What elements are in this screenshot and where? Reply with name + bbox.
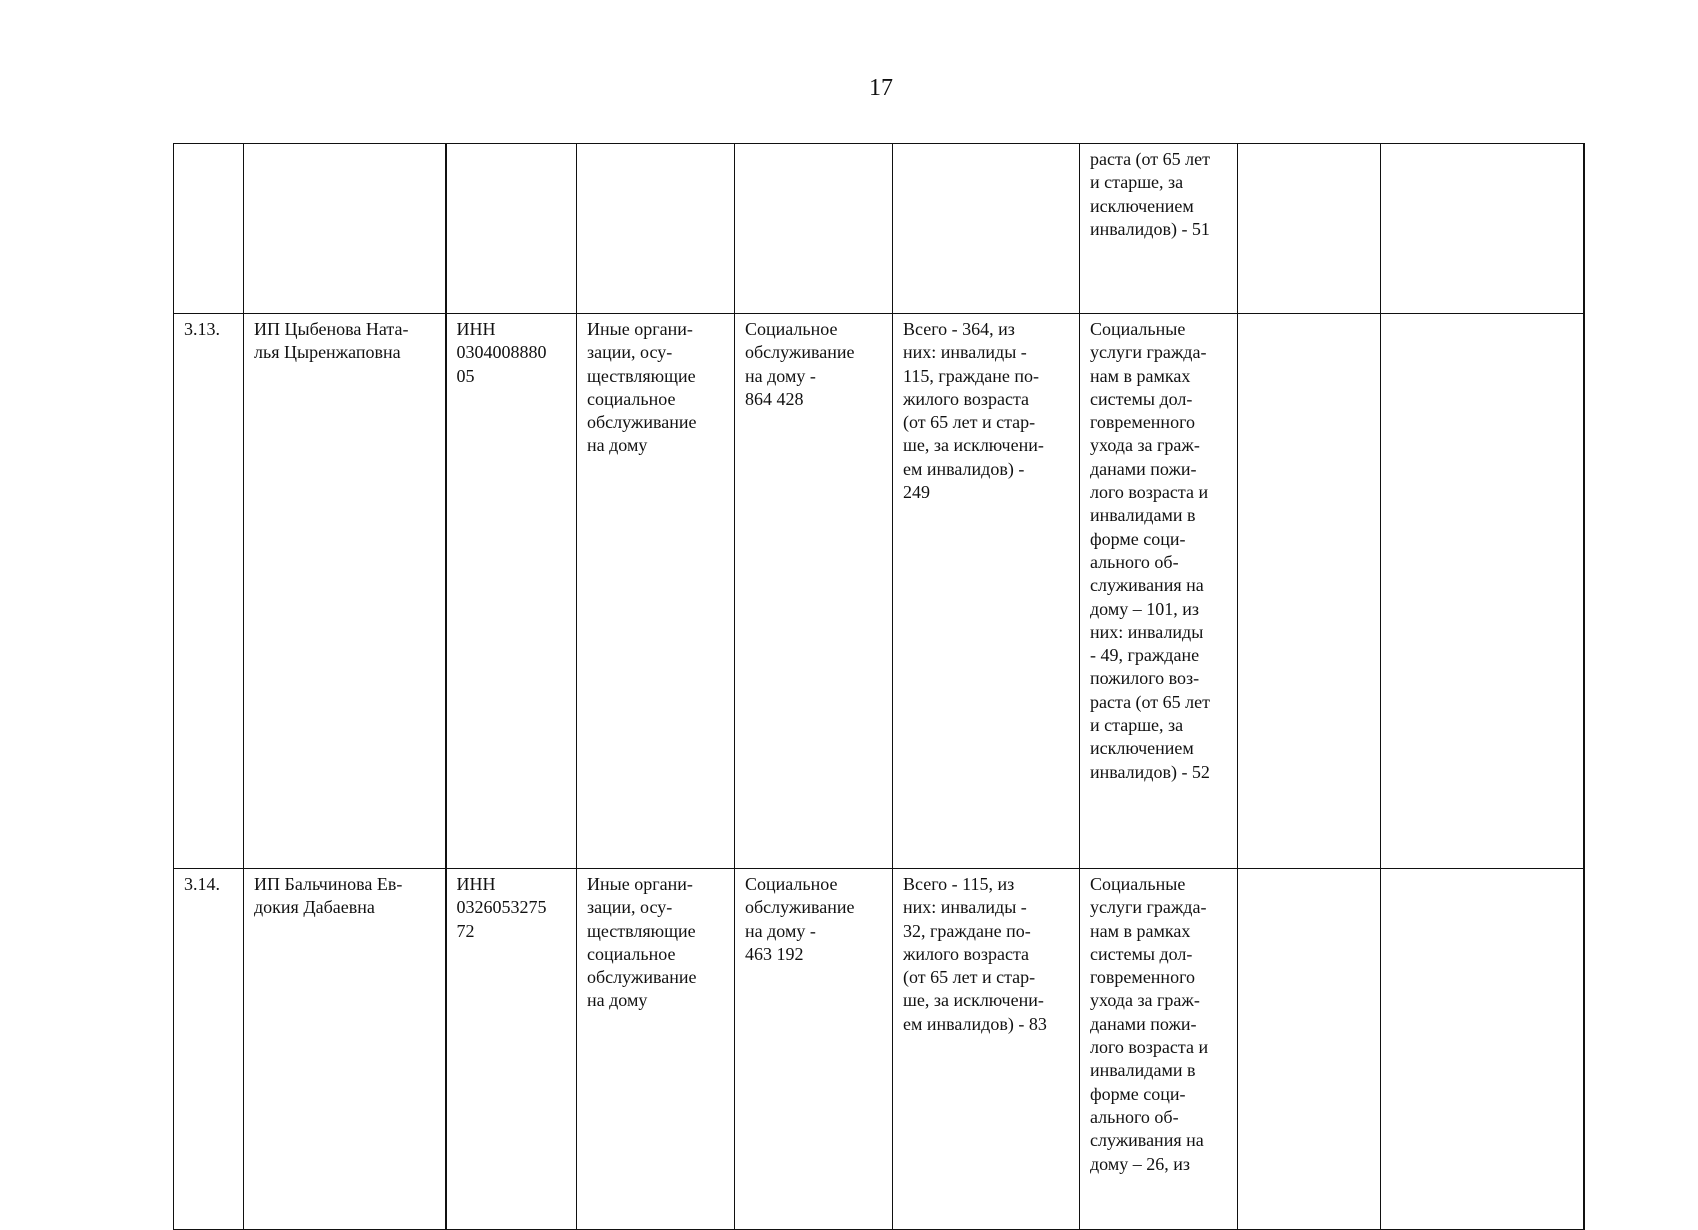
cell-text-line: 463 192 bbox=[745, 943, 804, 964]
recipients-cell bbox=[893, 869, 1080, 1230]
cell-text-line: обслуживание bbox=[587, 412, 697, 433]
provider-name-cell bbox=[244, 869, 446, 1230]
cell-text-line: нам в рамках bbox=[1090, 920, 1191, 941]
cell-text-line: них: инвалиды - bbox=[903, 897, 1027, 918]
cell-text-line: исключением bbox=[1090, 738, 1194, 759]
cell-text-line: Социальное bbox=[745, 319, 838, 339]
page-number: 17 bbox=[869, 75, 893, 101]
cell-text-line: инвалидов) - 51 bbox=[1090, 218, 1210, 239]
service-form-cell bbox=[735, 144, 893, 314]
row-number-cell bbox=[174, 869, 244, 1230]
cell-text-line: ИП Цыбенова Ната- bbox=[254, 319, 409, 339]
cell-text-line: 05 bbox=[456, 365, 475, 386]
cell-text-line: дому – 101, из bbox=[1090, 598, 1199, 619]
cell-text-line: ухода за граж- bbox=[1090, 990, 1200, 1011]
cell-text-line: социальное bbox=[587, 388, 676, 409]
cell-text-line: нам в рамках bbox=[1090, 365, 1191, 386]
cell-text-line: услуги гражда- bbox=[1090, 342, 1207, 363]
cell-text-line: обслуживание bbox=[587, 967, 697, 988]
cell-text-line: докия Дабаевна bbox=[254, 897, 375, 918]
cell-text-line: на дому - bbox=[745, 920, 816, 941]
cell-text-line: ИНН bbox=[456, 319, 496, 339]
recipients-cell bbox=[893, 314, 1080, 869]
organization-type-cell bbox=[577, 869, 735, 1230]
cell-text-line: 0326053275 bbox=[456, 897, 547, 918]
cell-text-line: обслуживание bbox=[745, 342, 855, 363]
cell-text-line: Социальные bbox=[1090, 319, 1186, 339]
cell-text-line: 3.13. bbox=[184, 319, 220, 339]
table-row bbox=[174, 314, 1584, 869]
table-row bbox=[174, 869, 1584, 1230]
cell-text-line: них: инвалиды bbox=[1090, 621, 1204, 642]
cell-text-line: 864 428 bbox=[745, 388, 804, 409]
long-term-care-cell bbox=[1080, 314, 1238, 869]
cell-text-line: Иные органи- bbox=[587, 874, 693, 894]
cell-text-line: ИП Бальчинова Ев- bbox=[254, 874, 403, 894]
cell-text-line: данами пожи- bbox=[1090, 458, 1197, 479]
organization-type-cell bbox=[577, 144, 735, 314]
cell-text-line: лого возраста и bbox=[1090, 482, 1209, 503]
empty-cell bbox=[1381, 144, 1584, 314]
cell-text-line: них: инвалиды - bbox=[903, 342, 1027, 363]
inn-cell bbox=[446, 144, 577, 314]
cell-text-line: исключением bbox=[1090, 195, 1194, 216]
service-form-cell bbox=[735, 869, 893, 1230]
cell-text-line: (от 65 лет и стар- bbox=[903, 412, 1036, 433]
empty-cell bbox=[1381, 314, 1584, 869]
empty-cell bbox=[1381, 869, 1584, 1230]
cell-text-line: и старше, за bbox=[1090, 172, 1184, 193]
cell-text-line: на дому - bbox=[745, 365, 816, 386]
cell-text-line: жилого возраста bbox=[903, 943, 1030, 964]
cell-text-line: на дому bbox=[587, 990, 648, 1011]
cell-text-line: Всего - 364, из bbox=[903, 319, 1015, 339]
organization-type-cell bbox=[577, 314, 735, 869]
cell-text-line: инвалидов) - 52 bbox=[1090, 761, 1210, 782]
row-number-cell bbox=[174, 144, 244, 314]
cell-text-line: зации, осу- bbox=[587, 342, 673, 363]
cell-text-line: инвалидами в bbox=[1090, 505, 1196, 526]
cell-text-line: обслуживание bbox=[745, 897, 855, 918]
cell-text-line: 32, граждане по- bbox=[903, 920, 1031, 941]
cell-text-line: на дому bbox=[587, 435, 648, 456]
cell-text-line: системы дол- bbox=[1090, 943, 1193, 964]
cell-text-line: говременного bbox=[1090, 967, 1196, 988]
cell-text-line: говременного bbox=[1090, 412, 1196, 433]
cell-text-line: 0304008880 bbox=[456, 342, 547, 363]
cell-text-line: жилого возраста bbox=[903, 388, 1030, 409]
cell-text-line: ального об- bbox=[1090, 1106, 1179, 1127]
cell-text-line: и старше, за bbox=[1090, 715, 1184, 736]
cell-text-line: ем инвалидов) - 83 bbox=[903, 1013, 1047, 1034]
cell-text-line: зации, осу- bbox=[587, 897, 673, 918]
cell-text-line: ухода за граж- bbox=[1090, 435, 1200, 456]
cell-text-line: ем инвалидов) - bbox=[903, 458, 1025, 479]
cell-text-line: Социальное bbox=[745, 874, 838, 894]
cell-text-line: социальное bbox=[587, 943, 676, 964]
cell-text-line: служивания на bbox=[1090, 575, 1204, 596]
cell-text-line: форме соци- bbox=[1090, 528, 1186, 549]
empty-cell bbox=[1238, 314, 1381, 869]
inn-cell bbox=[446, 869, 577, 1230]
cell-text-line: ществляющие bbox=[587, 920, 696, 941]
cell-text-line: служивания на bbox=[1090, 1130, 1204, 1151]
cell-text-line: ше, за исключени- bbox=[903, 435, 1044, 456]
cell-text-line: 249 bbox=[903, 482, 930, 503]
cell-text-line: ИНН bbox=[456, 874, 496, 894]
cell-text-line: данами пожи- bbox=[1090, 1013, 1197, 1034]
cell-text-line: - 49, граждане bbox=[1090, 645, 1200, 666]
cell-text-line: 72 bbox=[456, 920, 475, 941]
cell-text-line: системы дол- bbox=[1090, 388, 1193, 409]
table-row bbox=[174, 144, 1584, 314]
provider-name-cell bbox=[244, 144, 446, 314]
long-term-care-cell bbox=[1080, 144, 1238, 314]
cell-text-line: Социальные bbox=[1090, 874, 1186, 894]
cell-text-line: дому – 26, из bbox=[1090, 1153, 1190, 1174]
cell-text-line: инвалидами в bbox=[1090, 1060, 1196, 1081]
row-number-cell bbox=[174, 314, 244, 869]
empty-cell bbox=[1238, 144, 1381, 314]
empty-cell bbox=[1238, 869, 1381, 1230]
cell-text-line: ального об- bbox=[1090, 551, 1179, 572]
recipients-cell bbox=[893, 144, 1080, 314]
service-form-cell bbox=[735, 314, 893, 869]
services-table bbox=[173, 143, 1585, 1230]
cell-text-line: услуги гражда- bbox=[1090, 897, 1207, 918]
cell-text-line: 115, граждане по- bbox=[903, 365, 1040, 386]
cell-text-line: 3.14. bbox=[184, 874, 220, 894]
inn-cell bbox=[446, 314, 577, 869]
cell-text-line: ществляющие bbox=[587, 365, 696, 386]
cell-text-line: раста (от 65 лет bbox=[1090, 149, 1211, 169]
cell-text-line: Иные органи- bbox=[587, 319, 693, 339]
cell-text-line: раста (от 65 лет bbox=[1090, 691, 1211, 712]
cell-text-line: Всего - 115, из bbox=[903, 874, 1015, 894]
cell-text-line: лого возраста и bbox=[1090, 1037, 1209, 1058]
provider-name-cell bbox=[244, 314, 446, 869]
cell-text-line: ше, за исключени- bbox=[903, 990, 1044, 1011]
long-term-care-cell bbox=[1080, 869, 1238, 1230]
cell-text-line: форме соци- bbox=[1090, 1083, 1186, 1104]
cell-text-line: лья Цыренжаповна bbox=[254, 342, 401, 363]
cell-text-line: (от 65 лет и стар- bbox=[903, 967, 1036, 988]
cell-text-line: пожилого воз- bbox=[1090, 668, 1200, 689]
